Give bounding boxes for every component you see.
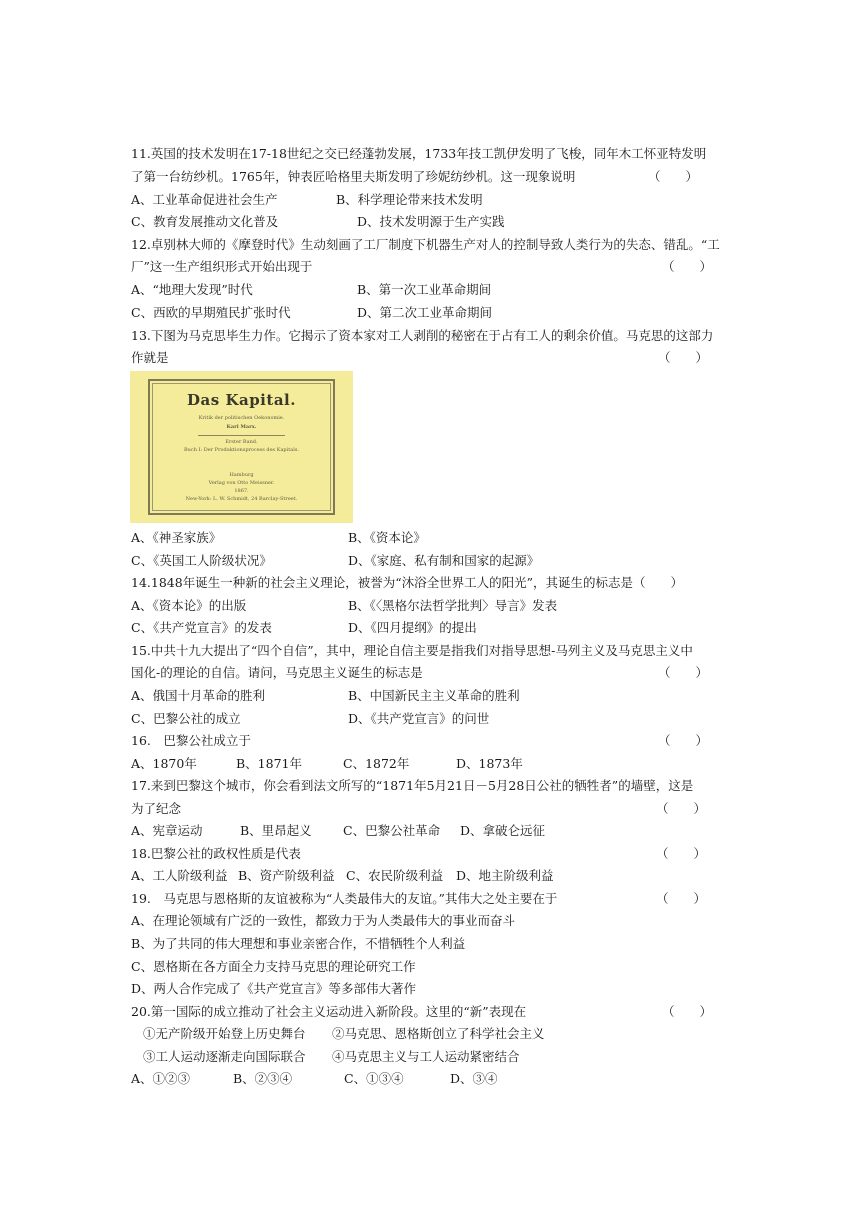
- q11-option-c: C、教育发展推动文化普及: [131, 214, 279, 229]
- q17-answer-blank: （ ）: [656, 801, 707, 816]
- q17-stem-line1: 17.来到巴黎这个城市，你会看到法文所写的“1871年5月21日－5月28日公社的牺牲者”的墙壁，这是: [131, 778, 694, 793]
- q13-stem-line1: 13.下图为马克思毕生力作。它揭示了资本家对工人剥削的秘密在于占有工人的剩余价值。马克思的这部力: [131, 328, 714, 343]
- q18-option-b: B、资产阶级利益: [238, 868, 335, 883]
- q14-stem-line1: 14.1848年诞生一种新的社会主义理论，被誉为“沐浴全世界工人的阳光”，其诞生的标志是（ ）: [131, 575, 683, 590]
- cover-publisher: Verlag von Otto Meissner.: [208, 480, 275, 486]
- cover-author: Karl Marx.: [226, 424, 257, 430]
- q20-option-d: D、③④: [450, 1071, 498, 1086]
- q14-option-b: B、《〈黑格尔法哲学批判〉导言》发表: [348, 598, 558, 613]
- q19-option-d: D、两人合作完成了《共产党宣言》等多部伟大著作: [131, 981, 417, 996]
- q20-answer-blank: （ ）: [662, 1004, 713, 1019]
- q20-statement-3: ③工人运动逐渐走向国际联合: [143, 1049, 306, 1064]
- cover-imprint: New-York: L. W. Schmidt, 24 Barclay-Street.: [185, 496, 298, 502]
- cover-year: 1867.: [234, 488, 249, 494]
- das-kapital-cover-image: [130, 371, 353, 523]
- q19-answer-blank: （ ）: [656, 891, 707, 906]
- cover-city: Hamburg: [229, 472, 254, 478]
- q11-stem-line1: 11.英国的技术发明在17-18世纪之交已经蓬勃发展，1733年技工凯伊发明了飞梭，同年木工怀亚特发明: [131, 146, 707, 161]
- q13-answer-blank: （ ）: [658, 350, 709, 365]
- q11-option-d: D、技术发明源于生产实践: [357, 214, 505, 229]
- q18-option-a: A、工人阶级利益: [131, 868, 228, 883]
- q16-option-d: D、1873年: [456, 756, 523, 771]
- q18-option-c: C、农民阶级利益: [346, 868, 444, 883]
- q13-option-c: C、《英国工人阶级状况》: [131, 553, 272, 568]
- q18-stem-line1: 18.巴黎公社的政权性质是代表: [131, 846, 301, 861]
- q12-stem-line1: 12.卓别林大师的《摩登时代》生动刻画了工厂制度下机器生产对人的控制导致人类行为的失态、错乱。“工: [131, 237, 720, 252]
- q13-stem-line2: 作就是: [131, 350, 169, 365]
- q19-stem-line1: 19. 马克思与恩格斯的友谊被称为“人类最伟大的友谊。”其伟大之处主要在于: [131, 891, 558, 906]
- q12-option-a: A、“地理大发现”时代: [131, 282, 253, 297]
- cover-subtitle: Kritik der politischen Oekonomie.: [198, 415, 285, 421]
- q20-stem-line1: 20.第一国际的成立推动了社会主义运动进入新阶段。这里的“新”表现在: [131, 1004, 527, 1019]
- q15-stem-line2: 国化-的理论的自信。请问，马克思主义诞生的标志是: [131, 665, 423, 680]
- q16-option-c: C、1872年: [343, 756, 410, 771]
- q15-option-d: D、《共产党宣言》的问世: [348, 711, 490, 726]
- q16-stem-line1: 16. 巴黎公社成立于: [131, 733, 251, 748]
- q12-stem-line2: 厂”这一生产组织形式开始出现于: [131, 259, 313, 274]
- q14-option-d: D、《四月提纲》的提出: [348, 620, 477, 635]
- q13-option-b: B、《资本论》: [348, 530, 426, 545]
- q16-option-b: B、1871年: [236, 756, 302, 771]
- q11-option-b: B、科学理论带来技术发明: [336, 192, 483, 207]
- q15-stem-line1: 15.中共十九大提出了“四个自信”，其中，理论自信主要是指我们对指导思想-马列主义及马克思主义中: [131, 643, 693, 658]
- q14-option-a: A、《资本论》的出版: [131, 598, 247, 613]
- q12-option-b: B、第一次工业革命期间: [357, 282, 492, 297]
- q18-option-d: D、地主阶级利益: [456, 868, 554, 883]
- q14-option-c: C、《共产党宣言》的发表: [131, 620, 272, 635]
- cover-title: Das Kapital.: [187, 391, 296, 409]
- q20-statement-2: ②马克思、恩格斯创立了科学社会主义: [332, 1026, 545, 1041]
- q12-answer-blank: （ ）: [662, 259, 713, 274]
- q12-option-d: D、第二次工业革命期间: [357, 305, 493, 320]
- q13-option-a: A、《神圣家族》: [131, 530, 222, 545]
- q16-option-a: A、1870年: [131, 756, 197, 771]
- cover-rule: [198, 435, 285, 436]
- q16-answer-blank: （ ）: [658, 733, 709, 748]
- q15-answer-blank: （ ）: [658, 665, 709, 680]
- q11-option-a: A、工业革命促进社会生产: [131, 192, 278, 207]
- q19-option-b: B、为了共同的伟大理想和事业亲密合作，不惜牺牲个人利益: [131, 936, 466, 951]
- q18-answer-blank: （ ）: [656, 846, 707, 861]
- q11-answer-blank: （ ）: [648, 169, 699, 184]
- q12-option-c: C、西欧的早期殖民扩张时代: [131, 305, 291, 320]
- q20-option-c: C、①③④: [344, 1071, 404, 1086]
- q17-option-b: B、里昂起义: [240, 823, 312, 838]
- q13-option-d: D、《家庭、私有制和国家的起源》: [348, 553, 540, 568]
- q20-statement-1: ①无产阶级开始登上历史舞台: [143, 1026, 306, 1041]
- q20-option-b: B、②③④: [233, 1071, 293, 1086]
- q19-option-a: A、在理论领域有广泛的一致性，都致力于为人类最伟大的事业而奋斗: [131, 913, 516, 928]
- q17-stem-line2: 为了纪念: [131, 801, 182, 816]
- cover-volume: Erster Band.: [225, 439, 258, 445]
- q11-stem-line2: 了第一台纺纱机。1765年，钟表匠哈格里夫斯发明了珍妮纺纱机。这一现象说明: [131, 169, 576, 184]
- q17-option-c: C、巴黎公社革命: [343, 823, 441, 838]
- q19-option-c: C、恩格斯在各方面全力支持马克思的理论研究工作: [131, 959, 416, 974]
- q17-option-a: A、宪章运动: [131, 823, 203, 838]
- cover-book: Buch I: Der Produktionsprocess des Kapitals.: [184, 447, 299, 453]
- q17-option-d: D、拿破仑远征: [460, 823, 546, 838]
- q15-option-c: C、巴黎公社的成立: [131, 711, 241, 726]
- q20-option-a: A、①②③: [131, 1071, 191, 1086]
- q20-statement-4: ④马克思主义与工人运动紧密结合: [332, 1049, 520, 1064]
- q15-option-b: B、中国新民主主义革命的胜利: [348, 688, 520, 703]
- q15-option-a: A、俄国十月革命的胜利: [131, 688, 266, 703]
